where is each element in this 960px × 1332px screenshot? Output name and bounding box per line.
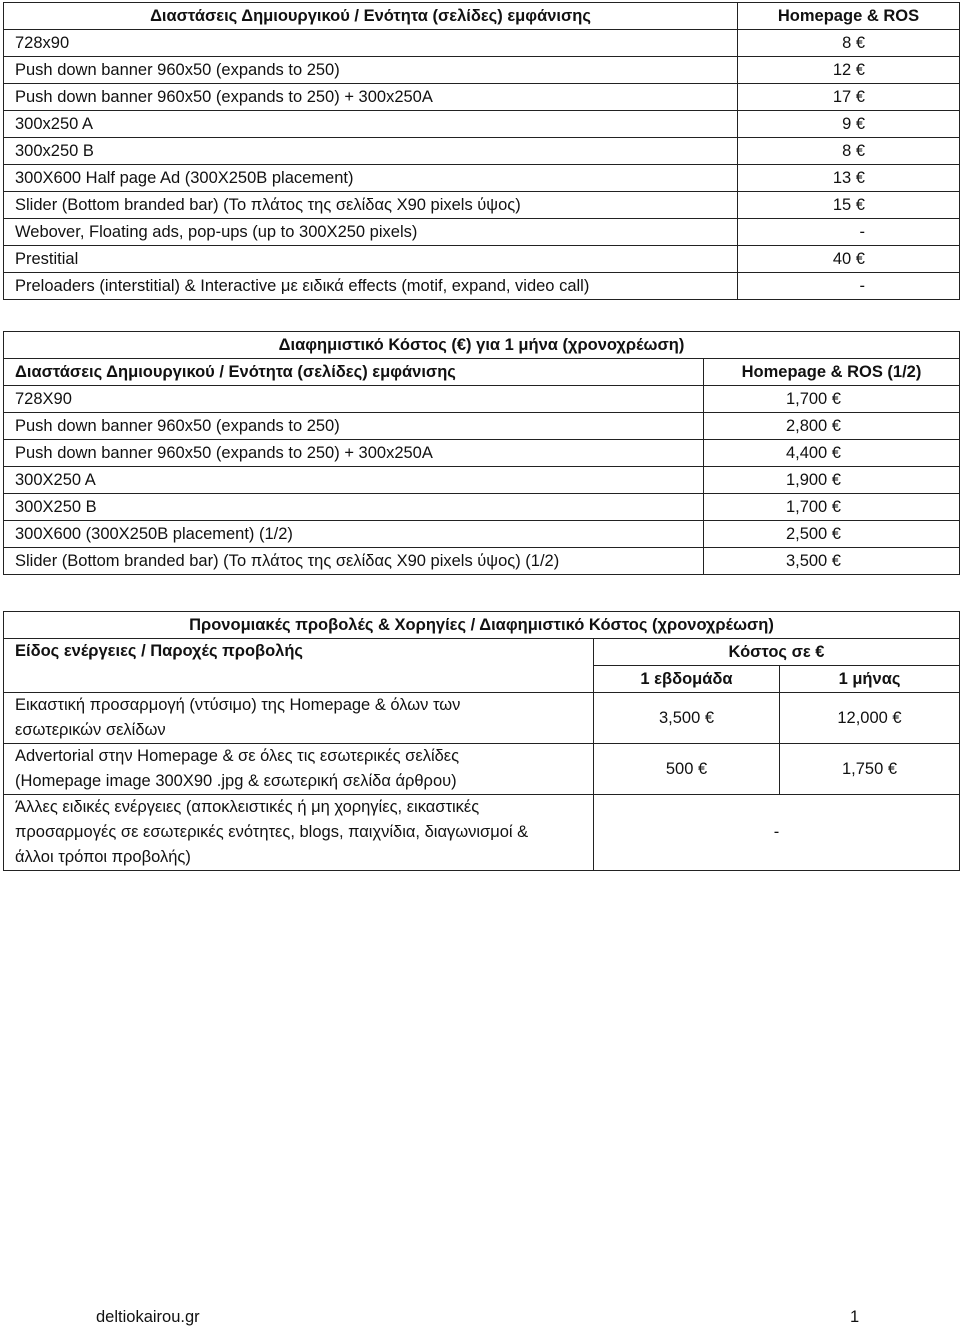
price-table-per-thousand	[3, 2, 960, 300]
row-price: 2,500 €	[704, 521, 960, 548]
row-label: Prestitial	[4, 246, 738, 273]
row-label: Push down banner 960x50 (expands to 250) + 300x250A	[4, 84, 738, 111]
row-label: 300X600 Half page Ad (300X250B placement)	[4, 165, 738, 192]
table-title: Προνομιακές προβολές & Χορηγίες / Διαφημιστικό Κόστος (χρονοχρέωση)	[4, 612, 960, 639]
column-header-month: 1 μήνας	[780, 666, 960, 693]
row-price: 1,700 €	[704, 386, 960, 413]
price-table-monthly	[3, 331, 960, 575]
row-price: 3,500 €	[704, 548, 960, 575]
row-label: Slider (Bottom branded bar) (Το πλάτος της σελίδας X90 pixels ύψος)	[4, 192, 738, 219]
row-price: 13 €	[738, 165, 960, 192]
row-label: 728X90	[4, 386, 704, 413]
row-label: Άλλες ειδικές ενέργειες (αποκλειστικές ή μη χορηγίες, εικαστικές προσαρμογές σε εσωτερικές ενότητες, blogs, παιχνίδια, διαγωνισμοί & άλλοι τρόποι προβολής)	[4, 795, 594, 871]
table-row	[4, 467, 960, 494]
table-row	[4, 795, 960, 871]
row-price: 8 €	[738, 30, 960, 57]
column-header-cost: Κόστος σε €	[594, 639, 960, 666]
row-price: 40 €	[738, 246, 960, 273]
row-label: Advertorial στην Homepage & σε όλες τις εσωτερικές σελίδες (Homepage image 300X90 .jpg & εσωτερική σελίδα άρθρου)	[4, 744, 594, 795]
table-row	[4, 246, 960, 273]
table-title: Διαφημιστικό Κόστος (€) για 1 μήνα (χρονοχρέωση)	[4, 332, 960, 359]
row-price: 2,800 €	[704, 413, 960, 440]
table-row	[4, 744, 960, 795]
column-header-homepage-ros: Homepage & ROS (1/2)	[704, 359, 960, 386]
column-header-week: 1 εβδομάδα	[594, 666, 780, 693]
column-header-action: Είδος ενέργειες / Παροχές προβολής	[4, 639, 594, 693]
table-row	[4, 521, 960, 548]
footer-site: deltiokairou.gr	[96, 1308, 200, 1326]
table-row	[4, 165, 960, 192]
row-price: 8 €	[738, 138, 960, 165]
row-label: Push down banner 960x50 (expands to 250)	[4, 413, 704, 440]
table-row	[4, 84, 960, 111]
table-title-row	[4, 332, 960, 359]
table-row	[4, 386, 960, 413]
table-row	[4, 273, 960, 300]
table-row	[4, 111, 960, 138]
row-price: 15 €	[738, 192, 960, 219]
table-row	[4, 192, 960, 219]
row-label: 300X600 (300X250B placement) (1/2)	[4, 521, 704, 548]
table-row	[4, 440, 960, 467]
table-row	[4, 693, 960, 744]
table-row	[4, 219, 960, 246]
table-row	[4, 494, 960, 521]
row-price-month: 1,750 €	[780, 744, 960, 795]
table-header-row	[4, 639, 960, 666]
row-price: 4,400 €	[704, 440, 960, 467]
row-label: 300x250 B	[4, 138, 738, 165]
row-label: Webover, Floating ads, pop-ups (up to 300X250 pixels)	[4, 219, 738, 246]
table-row	[4, 138, 960, 165]
row-label: Push down banner 960x50 (expands to 250)	[4, 57, 738, 84]
row-label: 300X250 A	[4, 467, 704, 494]
row-label: 300x250 A	[4, 111, 738, 138]
table-row	[4, 413, 960, 440]
table-row	[4, 548, 960, 575]
table-title-row	[4, 612, 960, 639]
row-price-week: 3,500 €	[594, 693, 780, 744]
column-header-dimensions: Διαστάσεις Δημιουργικού / Ενότητα (σελίδες) εμφάνισης	[4, 3, 738, 30]
row-label: Preloaders (interstitial) & Interactive με ειδικά effects (motif, expand, video call)	[4, 273, 738, 300]
row-label: Slider (Bottom branded bar) (Το πλάτος της σελίδας X90 pixels ύψος) (1/2)	[4, 548, 704, 575]
table-header-row	[4, 359, 960, 386]
row-price: -	[738, 273, 960, 300]
row-price: 9 €	[738, 111, 960, 138]
table-row	[4, 30, 960, 57]
row-price-merged: -	[594, 795, 960, 871]
row-label: Push down banner 960x50 (expands to 250) + 300x250A	[4, 440, 704, 467]
table-header-row	[4, 3, 960, 30]
row-price: 1,700 €	[704, 494, 960, 521]
table-row	[4, 57, 960, 84]
page-number: 1	[850, 1308, 860, 1326]
column-header-dimensions: Διαστάσεις Δημιουργικού / Ενότητα (σελίδες) εμφάνισης	[4, 359, 704, 386]
row-label: 300X250 B	[4, 494, 704, 521]
row-price: 1,900 €	[704, 467, 960, 494]
sponsorship-table	[3, 611, 960, 871]
row-price-month: 12,000 €	[780, 693, 960, 744]
row-label: 728x90	[4, 30, 738, 57]
row-price-week: 500 €	[594, 744, 780, 795]
column-header-homepage-ros: Homepage & ROS	[738, 3, 960, 30]
row-label: Εικαστική προσαρμογή (ντύσιμο) της Homepage & όλων των εσωτερικών σελίδων	[4, 693, 594, 744]
row-price: 17 €	[738, 84, 960, 111]
row-price: 12 €	[738, 57, 960, 84]
row-price: -	[738, 219, 960, 246]
